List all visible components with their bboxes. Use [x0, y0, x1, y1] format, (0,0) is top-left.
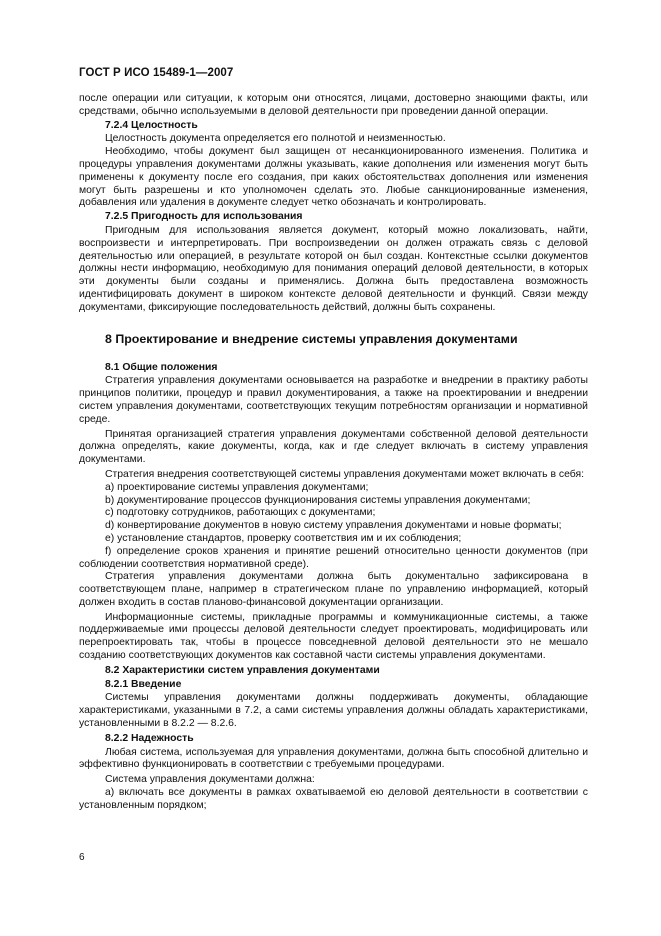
paragraph-8-1-b: Принятая организацией стратегия управления документами собственной деловой деятельности должна определять, какие документы, когда, как и где следует включать в систему управления документами.	[79, 428, 588, 466]
paragraph-8-1-a: Стратегия управления документами основывается на разработке и внедрении в практику работы принципов политики, процедур и правил документирования, а также на проектировании и внедрении систем управления документами, соответствующих текущим потребностям организации и нормативной среде.	[79, 375, 588, 425]
paragraph-8-2-2-b: Система управления документами должна:	[105, 774, 315, 786]
list-item: f) определение сроков хранения и принятие решений относительно ценности документов (при соблюдении соответствия нормативной среде).	[79, 545, 588, 570]
paragraph-7-2-4-a: Целостность документа определяется его полнотой и неизменностью.	[105, 133, 446, 145]
heading-section-8: 8 Проектирование и внедрение системы управления документами	[105, 331, 518, 346]
paragraph-8-2-1: Системы управления документами должны поддерживать документы, обладающие характеристиками, указанными в 7.2, а сами системы управления должны обладать характеристиками, установленными в 8.2.2 — 8.2.6.	[79, 692, 588, 730]
paragraph-8-2-2-a: Любая система, используемая для управления документами, должна быть способной длительно и эффективно функционировать в соответствии с требуемыми процедурами.	[79, 746, 588, 771]
standard-id-header: ГОСТ Р ИСО 15489-1—2007	[79, 67, 234, 79]
heading-8-2: 8.2 Характеристики систем управления документами	[105, 664, 380, 676]
paragraph-7-2-5: Пригодным для использования является документ, который можно локализовать, найти, воспроизвести и интерпретировать. При воспроизведении он должен отражать связь с деловой деятельностью или операцией, в результате которой он был создан. Контекстные ссылки документов должны нести информацию, необходимую для понимания операций деловой деятельности, в которых эти документы были созданы и применялись. Должна быть предоставлена возможность идентифицировать документ в широком контексте деловой деятельности и функций. Связи между документами, фиксирующие последовательность действий, должны быть сохранены.	[79, 224, 588, 313]
heading-8-2-2: 8.2.2 Надежность	[105, 732, 194, 744]
heading-8-1: 8.1 Общие положения	[105, 361, 218, 373]
list-item: d) конвертирование документов в новую систему управления документами и новые форматы;	[105, 520, 562, 532]
paragraph-7-2-4-b: Необходимо, чтобы документ был защищен от несанкционированного изменения. Политика и процедуры управления документами должны указывать, какие дополнения или изменения могут быть применены к документу после его создания, при каких обстоятельствах дополнения или изменения могут быть разрешены и кто уполномочен сделать это. Любые санкционированные изменения, добавления или удаления в документе следует четко обозначать и контролировать.	[79, 146, 588, 209]
list-item: b) документирование процессов функционирования системы управления документами;	[105, 494, 531, 506]
heading-8-2-1: 8.2.1 Введение	[105, 678, 182, 690]
heading-7-2-5: 7.2.5 Пригодность для использования	[105, 211, 303, 223]
document-body	[79, 93, 588, 813]
list-item: e) установление стандартов, проверку соответствия им и их соблюдения;	[105, 532, 462, 544]
paragraph-8-1-c: Стратегия внедрения соответствующей системы управления документами может включать в себя:	[105, 468, 584, 480]
paragraph-intro: после операции или ситуации, к которым они относятся, лицами, достоверно знающими факты, или средствами, обычно используемыми в деловой деятельности при проведении данной операции.	[79, 93, 588, 117]
heading-7-2-4: 7.2.4 Целостность	[105, 119, 198, 131]
page-number: 6	[79, 852, 85, 863]
paragraph-8-1-d: Стратегия управления документами должна быть документально зафиксирована в соответствующем плане, например в стратегическом плане по управлению информацией, который должен входить в состав планово-финансовой документации организации.	[79, 571, 588, 608]
list-item: a) проектирование системы управления документами;	[105, 481, 369, 493]
paragraph-8-1-e: Информационные системы, прикладные программы и коммуникационные системы, а также поддерживаемые ими процессы деловой деятельности следует проектировать, модифицировать или перепроектировать так, чтобы в процессе повседневной деловой деятельности это не мешало созданию соответствующих документов как составной части системы управления документами.	[79, 611, 588, 662]
list-item: c) подготовку сотрудников, работающих с документами;	[105, 507, 376, 519]
list-item: a) включать все документы в рамках охватываемой ею деловой деятельности в соответствии с установленным порядком;	[79, 787, 588, 811]
